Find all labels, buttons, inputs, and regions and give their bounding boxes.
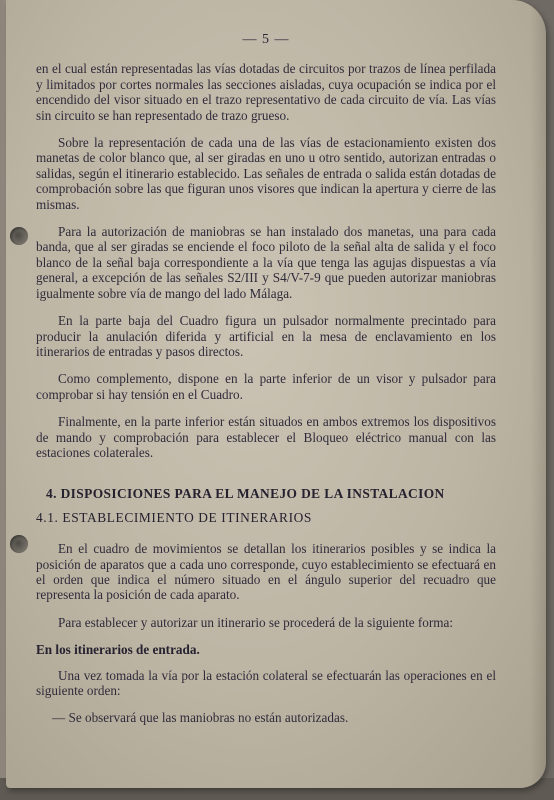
punch-hole-upper xyxy=(10,227,28,245)
paragraph-electric-block: Finalmente, en la parte inferior están situados en ambos extremos los dispositivos de mando y comprobación para establecer el Bloqueo eléctrico manual con las estaciones colaterales. xyxy=(36,414,496,460)
paragraph-procedure-intro: Para establecer y autorizar un itinerario se procederá de la siguiente forma: xyxy=(58,614,454,630)
subsection-heading-4-1: 4.1. ESTABLECIMIENTO DE ITINERARIOS xyxy=(36,509,312,525)
list-item-no-shunting: — Se observará que las maniobras no están autorizadas. xyxy=(52,710,349,726)
document-page xyxy=(6,0,546,788)
paragraph-parking-track-handles: Sobre la representación de cada una de las vías de estacionamiento existen dos manetas de color blanco que, al ser giradas en uno u otro sentido, autorizan entradas o salidas, según el itinerario establecido. Las señales de entrada o salida están dotadas de comprobación sobre las que figuran unos visores que indican la apertura y cierre de las mismas. xyxy=(36,135,496,212)
paragraph-movement-table: En el cuadro de movimientos se detallan los itinerarios posibles y se indica la posición de aparatos que a cada uno corresponde, cuyo establecimiento se efectuará en el orden que indica el número situado en el ángulo superior del recuadro que representa la posición de cada aparato. xyxy=(36,541,496,603)
paragraph-voltage-check: Como complemento, dispone en la parte inferior de un visor y pulsador para comprobar si hay tensión en el Cuadro. xyxy=(36,371,496,402)
section-heading-4: 4. DISPOSICIONES PARA EL MANEJO DE LA INSTALACION xyxy=(46,486,445,502)
page-content xyxy=(36,32,496,726)
heading-entry-itineraries: En los itinerarios de entrada. xyxy=(36,642,200,658)
punch-hole-lower xyxy=(10,535,28,553)
page-number: — 5 — xyxy=(242,32,290,47)
paragraph-sealed-push-button: En la parte baja del Cuadro figura un pulsador normalmente precintado para producir la anulación diferida y artificial en la mesa de enclavamiento en los itinerarios de entradas y pasos directos. xyxy=(36,313,496,359)
paragraph-operations-order: Una vez tomada la vía por la estación colateral se efectuarán las operaciones en el siguiente orden: xyxy=(36,667,496,698)
paragraph-track-circuits: en el cual están representadas las vías dotadas de circuitos por trazos de línea perfilada y limitados por cortes normales las secciones aisladas, cuya ocupación se indica por el encendido del visor situado en el trazo representativo de cada circuito de vía. Las vías sin circuito se han representado de trazo grueso. xyxy=(36,61,496,123)
paragraph-shunting-authorization: Para la autorización de maniobras se han instalado dos manetas, una para cada banda, que al ser giradas se enciende el foco piloto de la señal alta de salida y el foco blanco de la señal baja correspondiente a la vía que tenga las agujas dispuestas a vía general, a excepción de las señales S2/III y S4/V-7-9 que pueden autorizar maniobras igualmente sobre vía de mango del lado Málaga. xyxy=(36,224,496,301)
